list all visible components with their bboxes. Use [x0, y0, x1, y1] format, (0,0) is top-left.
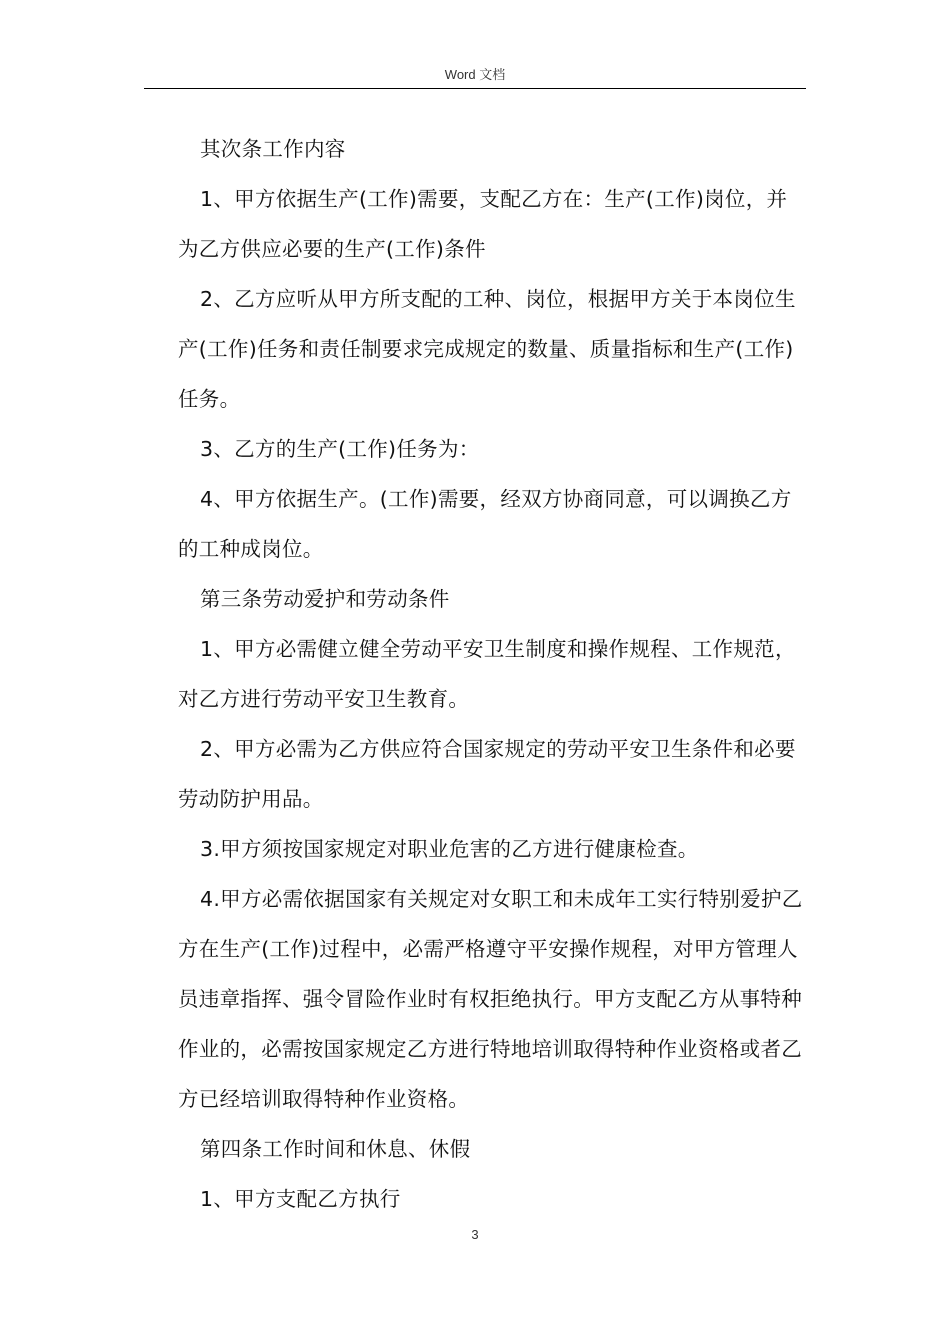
paragraph: 3.甲方须按国家规定对职业危害的乙方进行健康检查。: [200, 837, 699, 861]
paragraph: 2、甲方必需为乙方供应符合国家规定的劳动平安卫生条件和必要劳动防护用品。: [178, 737, 796, 811]
paragraph-heading-article-4: 第四条工作时间和休息、休假: [200, 1137, 471, 1161]
paragraph: 4、甲方依据生产。(工作)需要，经双方协商同意，可以调换乙方的工种成岗位。: [178, 487, 792, 561]
paragraph-heading-article-2: 其次条工作内容: [200, 137, 346, 161]
page-header: Word 文档: [444, 67, 506, 82]
paragraph: 1、甲方支配乙方执行: [200, 1187, 401, 1211]
header-divider: [144, 88, 806, 89]
page-number: 3: [471, 1227, 479, 1242]
paragraph: 1、甲方必需健立健全劳动平安卫生制度和操作规程、工作规范，对乙方进行劳动平安卫生教育。: [178, 637, 796, 711]
paragraph: 2、乙方应听从甲方所支配的工种、岗位，根据甲方关于本岗位生产(工作)任务和责任制要求完成规定的数量、质量指标和生产(工作)任务。: [178, 287, 796, 411]
paragraph-heading-article-3: 第三条劳动爱护和劳动条件: [200, 587, 450, 611]
paragraph: 3、乙方的生产(工作)任务为：: [200, 437, 480, 461]
paragraph: 1、甲方依据生产(工作)需要，支配乙方在：生产(工作)岗位，并为乙方供应必要的生产(工作)条件: [178, 187, 788, 261]
paragraph: 4.甲方必需依据国家有关规定对女职工和未成年工实行特别爱护乙方在生产(工作)过程中，必需严格遵守平安操作规程，对甲方管理人员违章指挥、强令冒险作业时有权拒绝执行。甲方支配乙方从事特种作业的，必需按国家规定乙方进行特地培训取得特种作业资格或者乙方已经培训取得特种作业资格。: [178, 887, 803, 1111]
document-body: [178, 124, 808, 1224]
